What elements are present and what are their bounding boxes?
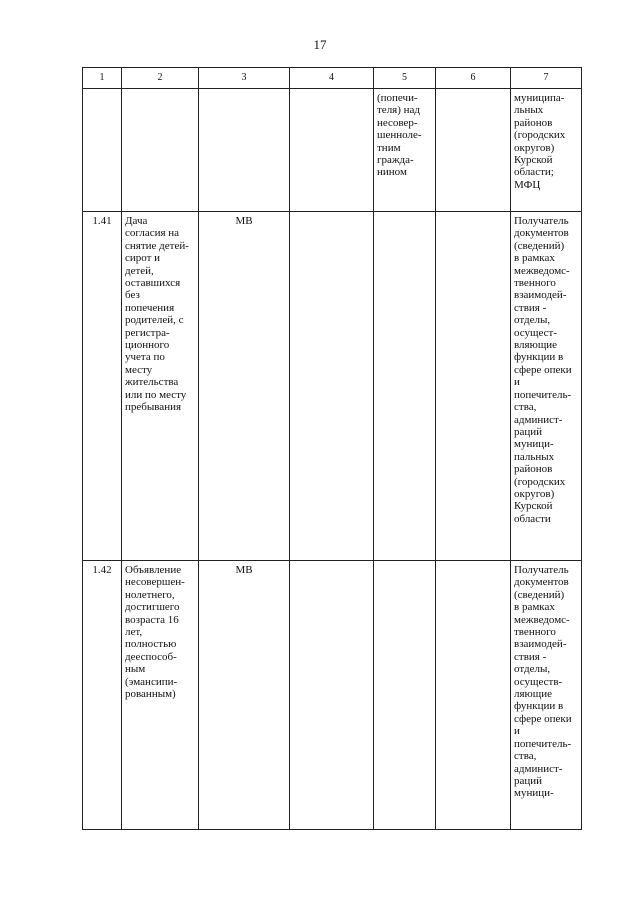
- cell-col-7: муниципа- льных районов (городских округов) Курской области; МФЦ: [514, 92, 566, 191]
- header-col-6: 6: [436, 68, 511, 89]
- header-col-1: 1: [83, 68, 122, 89]
- table-row: [83, 212, 582, 561]
- document-table: [82, 67, 582, 830]
- header-col-4: 4: [290, 68, 374, 89]
- row-number: 1.42: [92, 564, 112, 576]
- service-name: Дача согласия на снятие детей- сирот и детей, оставшихся без попечения родителей, с регистра- ционного учета по месту жительства или по месту пребывания: [125, 215, 189, 414]
- cell-col-7: Получатель документов (сведений) в рамках межведомс- твенного взаимодей- ствия - отделы, осуществ- ляющие функции в сфере опеки и попечитель- ства, админист- раций муници-: [514, 564, 572, 800]
- cell-col-5: (попечи- теля) над несовер- шеннолe- тним гражда- нином: [377, 92, 422, 179]
- header-col-7: 7: [511, 68, 582, 89]
- page-number: 17: [313, 37, 327, 52]
- service-type: МВ: [235, 564, 253, 576]
- service-name: Объявление несовершен- нолетнего, достигшего возраста 16 лет, полностью дееспособ- ным (эмансипи- рованным): [125, 564, 185, 701]
- table-row: [83, 561, 582, 830]
- row-number: 1.41: [92, 215, 112, 227]
- table-header: [83, 68, 582, 89]
- table-row: [83, 89, 582, 212]
- cell-col-7: Получатель документов (сведений) в рамках межведомс- твенного взаимодей- ствия - отделы, осущест- вляющие функции в сфере опеки и попечитель- ства, админист- раций муници- пальных районов (городских округов) Курской области: [514, 215, 572, 525]
- header-col-2: 2: [122, 68, 199, 89]
- header-row: [83, 68, 582, 89]
- header-col-3: 3: [199, 68, 290, 89]
- service-type: МВ: [235, 215, 253, 227]
- header-col-5: 5: [374, 68, 436, 89]
